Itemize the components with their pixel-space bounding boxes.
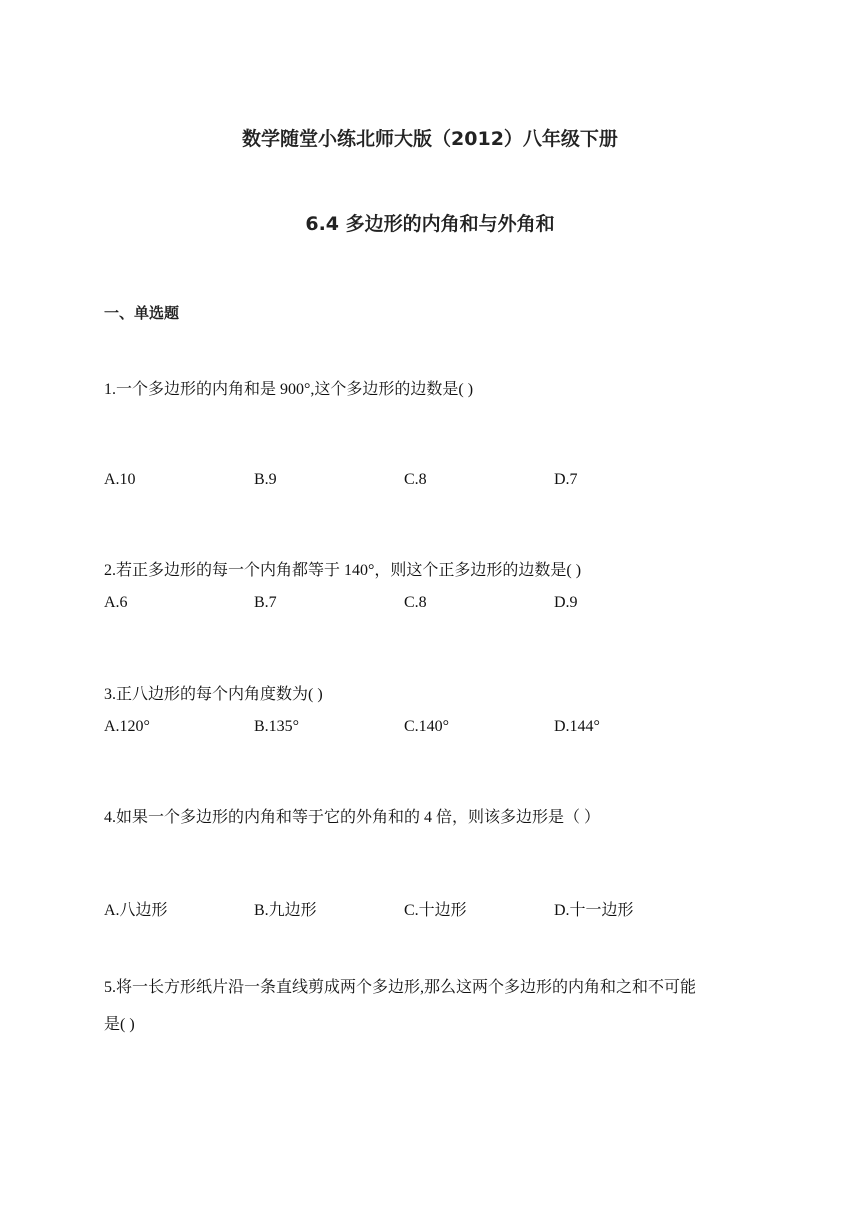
question-5-stem-line-1: 5.将一长方形纸片沿一条直线剪成两个多边形,那么这两个多边形的内角和之和不可能: [104, 979, 697, 996]
question-4-option-c: C.十边形: [404, 902, 467, 919]
question-4-option-d: D.十一边形: [554, 902, 634, 919]
question-1-option-d: D.7: [554, 471, 578, 488]
question-2-option-a: A.6: [104, 594, 128, 611]
section-heading: 一、单选题: [104, 304, 180, 322]
question-3-stem: 3.正八边形的每个内角度数为( ): [104, 686, 323, 703]
question-3-option-c: C.140°: [404, 718, 450, 735]
question-3-option-b: B.135°: [254, 718, 300, 735]
question-4-option-b: B.九边形: [254, 902, 317, 919]
question-2-option-b: B.7: [254, 594, 277, 611]
question-2-stem: 2.若正多边形的每一个内角都等于 140°，则这个正多边形的边数是( ): [104, 562, 582, 579]
question-3-option-d: D.144°: [554, 718, 600, 735]
question-1-stem: 1.一个多边形的内角和是 900°,这个多边形的边数是( ): [104, 381, 474, 398]
question-3-option-a: A.120°: [104, 718, 150, 735]
page-subtitle: 6.4 多边形的内角和与外角和: [305, 213, 555, 235]
question-4-option-a: A.八边形: [104, 902, 168, 919]
question-2-option-c: C.8: [404, 594, 427, 611]
question-5-stem-line-2: 是( ): [104, 1016, 135, 1033]
question-1-option-c: C.8: [404, 471, 427, 488]
page-title: 数学随堂小练北师大版（2012）八年级下册: [242, 128, 618, 150]
question-4-stem: 4.如果一个多边形的内角和等于它的外角和的 4 倍，则该多边形是（ ）: [104, 809, 601, 826]
question-1-option-a: A.10: [104, 471, 136, 488]
question-2-option-d: D.9: [554, 594, 578, 611]
question-1-option-b: B.9: [254, 471, 277, 488]
